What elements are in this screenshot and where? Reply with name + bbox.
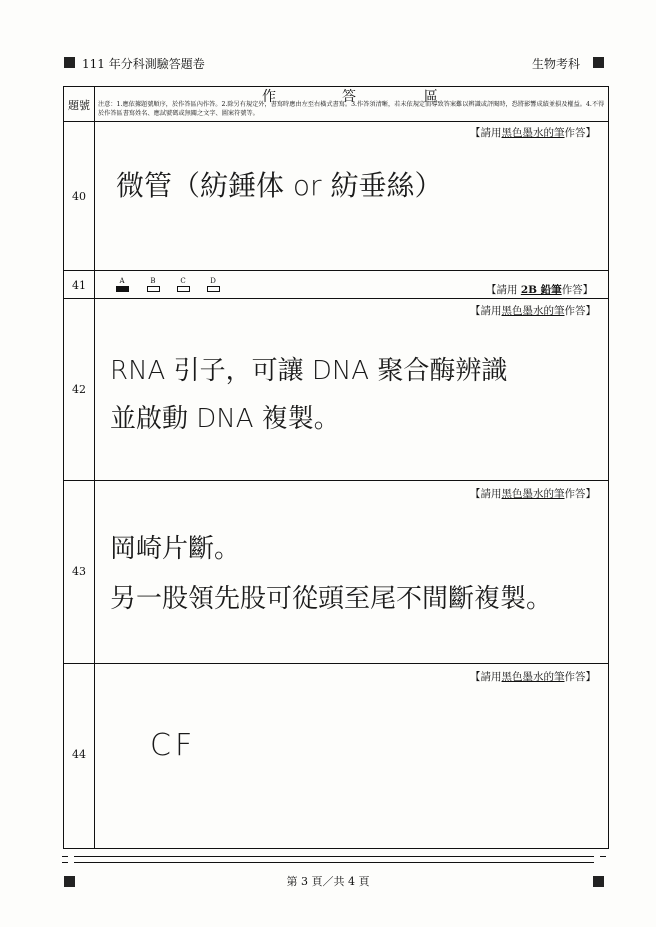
- registration-mark-top-right: [593, 57, 604, 68]
- exam-title: 111 年分科測驗答題卷: [82, 57, 205, 71]
- pencil-instruction-41: 【請用 2B 鉛筆作答】: [486, 284, 594, 296]
- zone-title-char-2: 答: [342, 89, 358, 105]
- answer-43-line-2: 另一股領先股可從頭至尾不間斷複製。: [110, 584, 553, 614]
- ink-instruction-43: 【請用黑色墨水的筆作答】: [470, 488, 596, 500]
- row-divider-40: [63, 270, 609, 271]
- zone-title-char-3: 區: [424, 89, 440, 105]
- option-b[interactable]: B: [146, 277, 160, 292]
- subject-name: 生物考科: [532, 57, 581, 71]
- question-number-42: 42: [72, 383, 86, 396]
- footer-rule-thin: [74, 862, 594, 863]
- question-number-43: 43: [72, 565, 86, 578]
- question-number-40: 40: [72, 190, 86, 203]
- column-header-question-number: 題號: [68, 99, 90, 112]
- row-divider-43: [63, 663, 609, 664]
- answer-43-line-1: 岡崎片斷。: [110, 534, 241, 564]
- footer-rule: [74, 856, 594, 857]
- question-number-41: 41: [72, 279, 86, 292]
- answer-40-line-1: 微管（紡錘体 or 紡垂絲）: [116, 169, 443, 202]
- row-divider-42: [63, 480, 609, 481]
- option-a[interactable]: A: [115, 277, 129, 292]
- row-divider-41: [63, 298, 609, 299]
- question-number-44: 44: [72, 748, 86, 761]
- ink-instruction-44: 【請用黑色墨水的筆作答】: [470, 671, 596, 683]
- ink-instruction-40: 【請用黑色墨水的筆作答】: [470, 127, 596, 139]
- registration-mark-top-left: [64, 57, 75, 68]
- row-divider-header: [63, 121, 609, 122]
- answer-42-line-2: 並啟動 DNA 複製。: [110, 404, 340, 434]
- answer-instructions: 注意：1.應依據題號順序，於作答區內作答。2.除另有規定外，書寫時應由左至右橫式書寫。3.作答須清晰，若未依規定而導致答案難以辨識或評閱時，恐將影響成績並損及權益。4.不得於作答區書寫姓名、應試號碼或無關之文字、圖案符號等。: [98, 101, 605, 117]
- ink-instruction-42: 【請用黑色墨水的筆作答】: [470, 305, 596, 317]
- option-d[interactable]: D: [206, 277, 220, 292]
- footer-rule-dash-left: [62, 856, 68, 857]
- answer-44-line-1: CF: [150, 728, 197, 763]
- footer-rule-dash-right: [600, 856, 606, 857]
- footer-rule-thin-left: [62, 862, 68, 863]
- column-divider: [94, 86, 95, 849]
- page-indicator: 第 3 頁／共 4 頁: [286, 875, 370, 888]
- answer-42-line-1: RNA 引子，可讓 DNA 聚合酶辨識: [110, 356, 508, 386]
- zone-title-char-1: 作: [262, 89, 278, 105]
- option-c[interactable]: C: [176, 277, 190, 292]
